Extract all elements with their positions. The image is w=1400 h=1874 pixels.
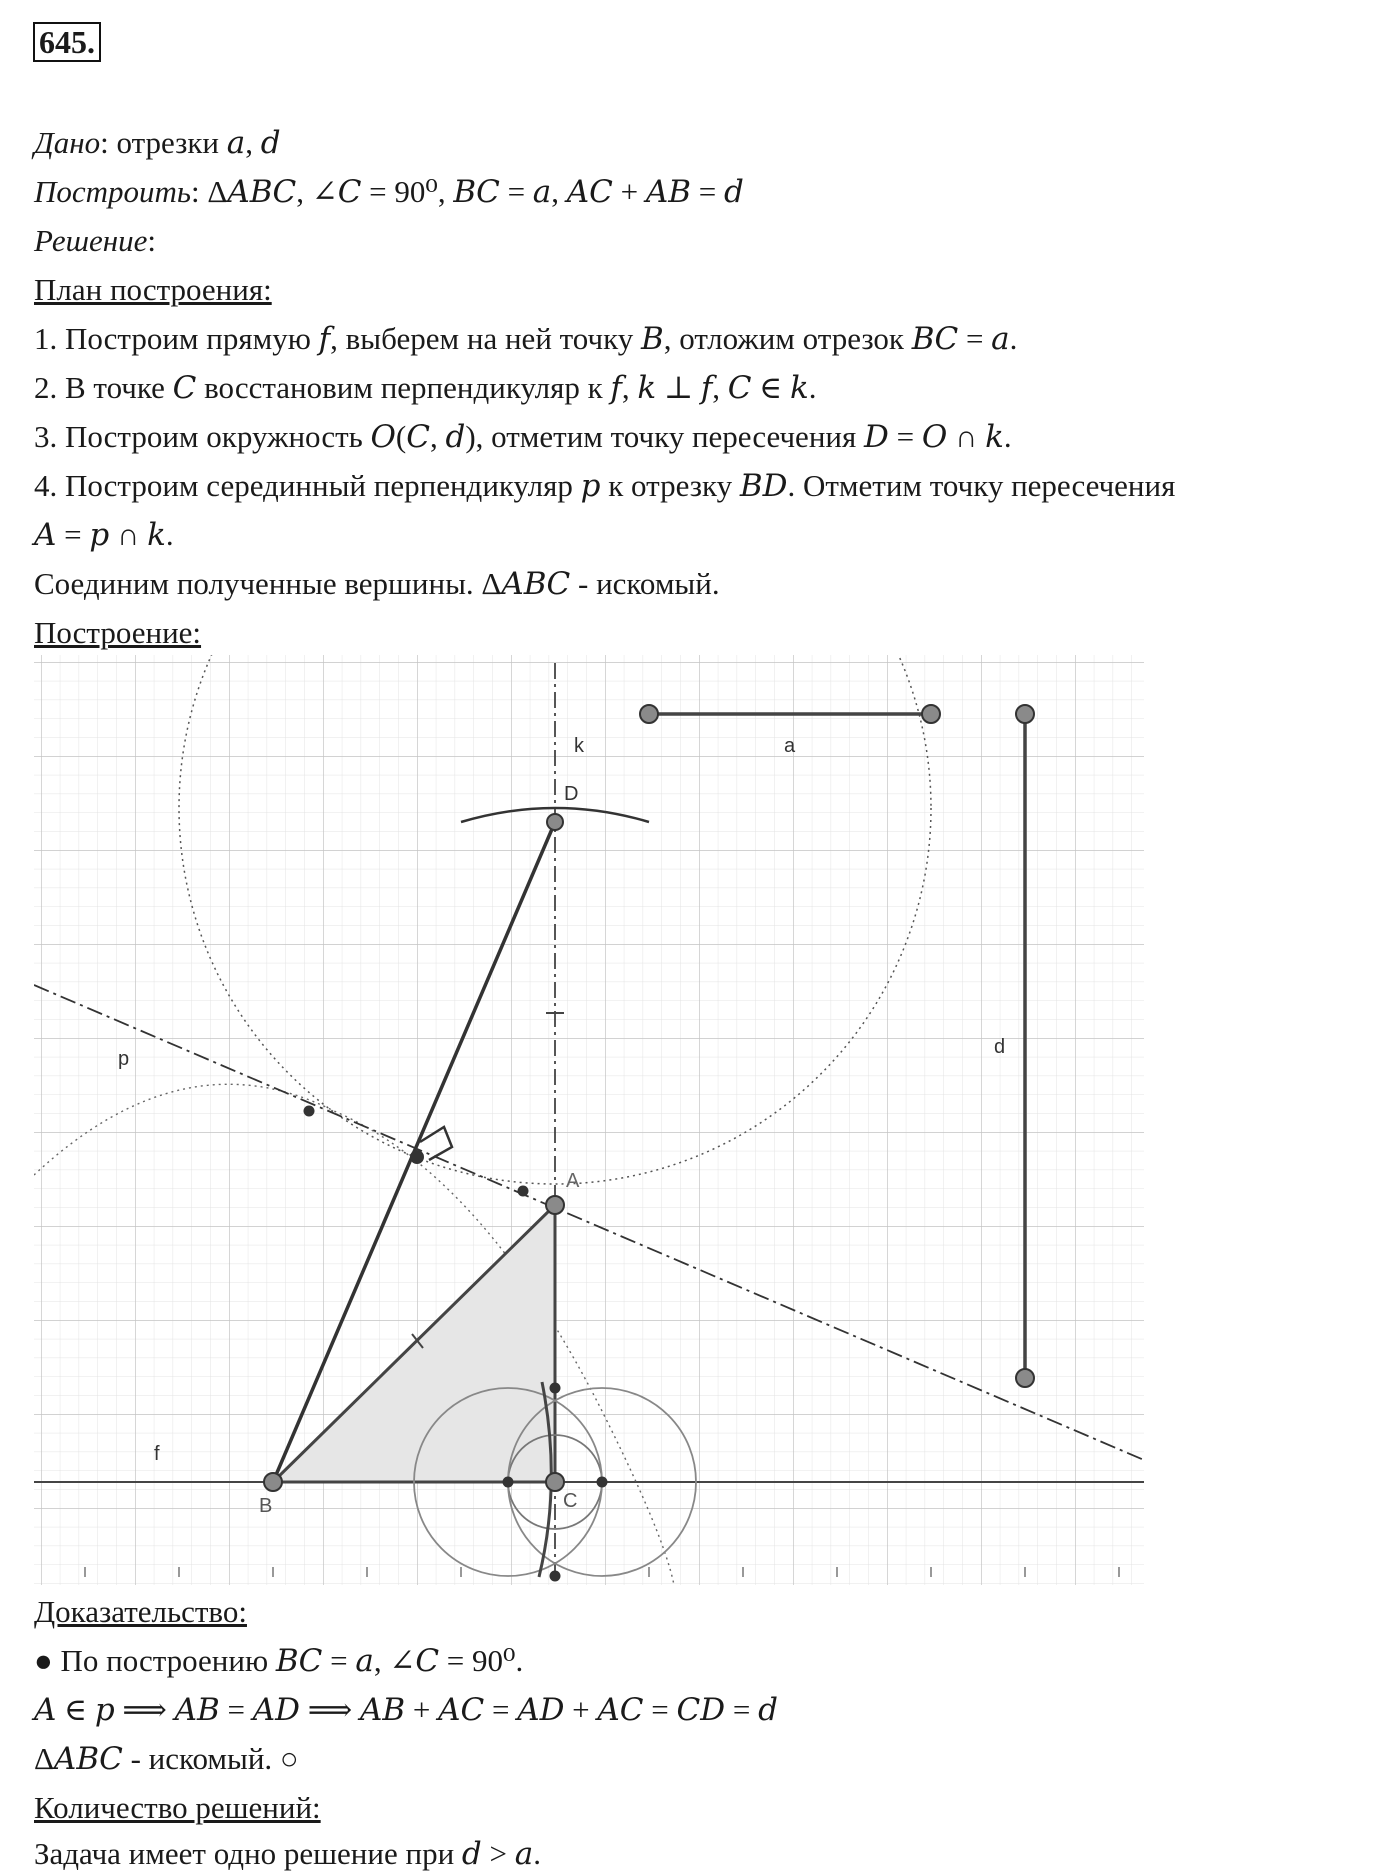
plan-heading: План построения:: [34, 272, 272, 307]
construct-line: [34, 172, 744, 212]
label-a: a: [784, 735, 796, 757]
solution-line: [34, 221, 156, 261]
point-a-end: [922, 705, 940, 723]
plan-step: 1. Построим прямую 𝑓, выберем на ней точку 𝐵, отложим отрезок 𝐵𝐶 = 𝑎.: [34, 321, 1018, 356]
label-d: d: [994, 1036, 1006, 1058]
construct-text: : Δ𝐴𝐵𝐶, ∠𝐶 = 90⁰, 𝐵𝐶 = 𝑎, 𝐴𝐶 + 𝐴𝐵 = 𝑑: [191, 174, 744, 209]
proof-line: 𝐴 ∈ 𝑝 ⟹ 𝐴𝐵 = 𝐴𝐷 ⟹ 𝐴𝐵 + 𝐴𝐶 = 𝐴𝐷 + 𝐴𝐶 = 𝐶𝐷 = 𝑑: [34, 1692, 778, 1727]
plan-step: 𝐴 = 𝑝 ∩ 𝑘.: [34, 517, 174, 552]
construction-heading: Построение:: [34, 615, 202, 650]
label-A: A: [566, 1170, 580, 1192]
given-line: [34, 123, 281, 163]
given-text: : отрезки 𝑎, 𝑑: [100, 125, 281, 160]
grid: [34, 655, 1144, 1585]
solution-text: :: [147, 223, 156, 258]
point-B: [264, 1473, 282, 1491]
plan-step: 3. Построим окружность 𝑂(𝐶, 𝑑), отметим точку пересечения 𝐷 = 𝑂 ∩ 𝑘.: [34, 419, 1012, 454]
count-heading: Количество решений:: [34, 1790, 321, 1825]
point-A: [546, 1196, 564, 1214]
given-label: Дано: [34, 125, 101, 160]
proof-line: Δ𝐴𝐵𝐶 - искомый. ○: [34, 1741, 299, 1776]
point-d-bottom: [1016, 1369, 1034, 1387]
label-B: B: [259, 1495, 273, 1517]
label-C: C: [563, 1490, 578, 1512]
solution-label: Решение: [34, 223, 148, 258]
point-d-top: [1016, 705, 1034, 723]
label-f: f: [154, 1443, 160, 1465]
construction-figure: [34, 655, 1144, 1585]
proof-line: ● По построению 𝐵𝐶 = 𝑎, ∠𝐶 = 90⁰.: [34, 1643, 524, 1678]
label-p: p: [118, 1048, 130, 1070]
point-C: [546, 1473, 564, 1491]
count-text: Задача имеет одно решение при 𝑑 > 𝑎.: [34, 1836, 541, 1871]
problem-number: 645.: [33, 22, 101, 62]
plan-conclusion: Соединим полученные вершины. Δ𝐴𝐵𝐶 - искомый.: [34, 566, 720, 601]
point-D: [547, 814, 563, 830]
construct-label: Построить: [34, 174, 192, 209]
plan-step: 2. В точке 𝐶 восстановим перпендикуляр к 𝑓, 𝑘 ⊥ 𝑓, 𝐶 ∈ 𝑘.: [34, 370, 817, 405]
plan-step: 4. Построим серединный перпендикуляр 𝑝 к отрезку 𝐵𝐷. Отметим точку пересечения: [34, 468, 1176, 503]
label-D: D: [564, 783, 579, 805]
label-k: k: [574, 735, 584, 757]
point-a-start: [640, 705, 658, 723]
proof-heading: Доказательство:: [34, 1594, 247, 1629]
